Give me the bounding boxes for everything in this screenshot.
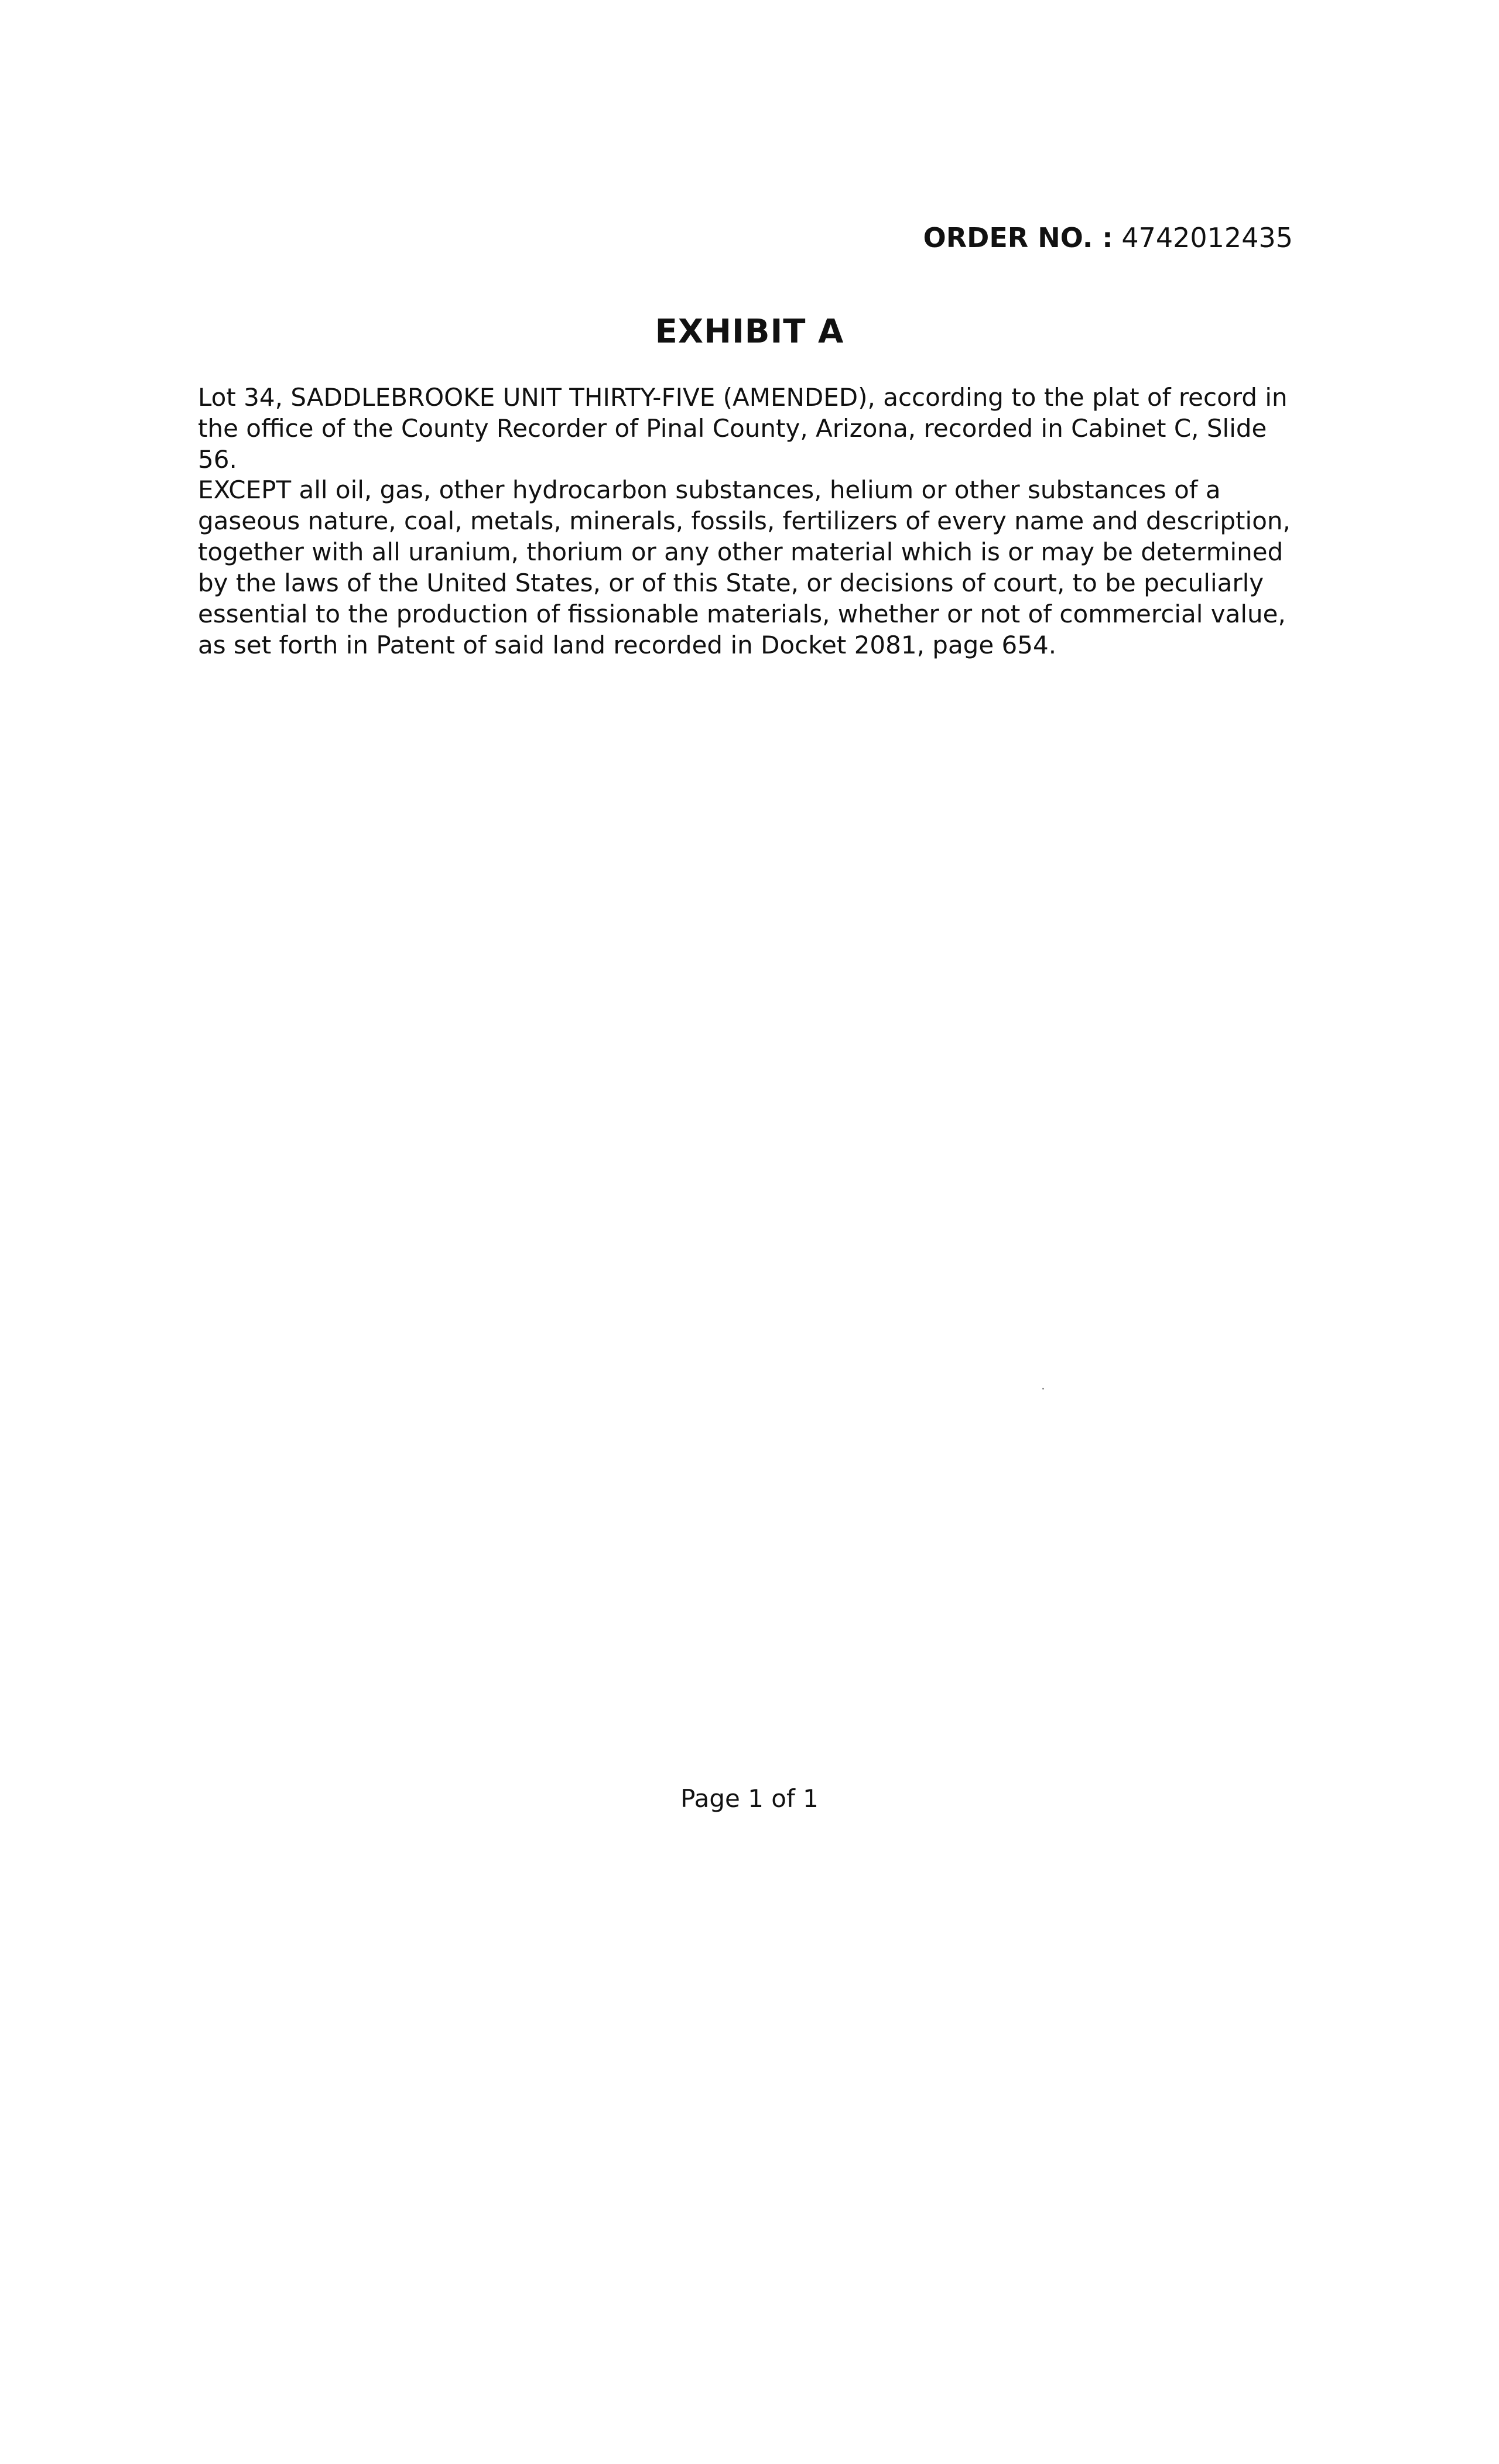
page-number-footer: Page 1 of 1 <box>680 1784 819 1813</box>
scan-speck <box>1042 1388 1044 1390</box>
exception-paragraph: EXCEPT all oil, gas, other hydrocarbon substances, helium or other substances of a gaseous nature, coal, metals, minerals, fossils, fertilizers of every name and description, together with all uranium, thorium or any other material which is or may be determined by the laws of the United States, or of this State, or decisions of court, to be peculiarly essential to the production of fissionable materials, whether or not of commercial value, as set forth in Patent of said land recorded in Docket 2081, page 654. <box>198 475 1291 659</box>
document-title: EXHIBIT A <box>655 313 844 351</box>
lot-description-paragraph: Lot 34, SADDLEBROOKE UNIT THIRTY-FIVE (AMENDED), according to the plat of record in the office of the County Recorder of Pinal County, Arizona, recorded in Cabinet C, Slide 56. <box>198 383 1288 474</box>
order-number-line <box>923 221 1293 254</box>
order-number-value: 4742012435 <box>1121 222 1293 254</box>
order-number-label: ORDER NO. : <box>923 222 1113 254</box>
